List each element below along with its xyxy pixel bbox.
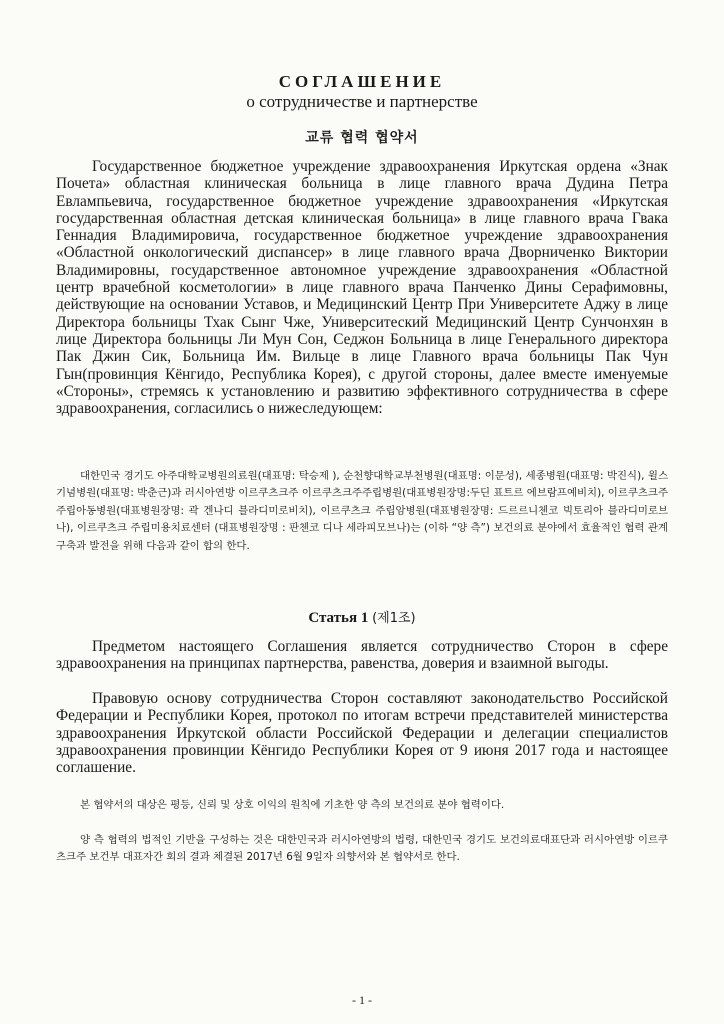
document-title: СОГЛАШЕНИЕ [278, 72, 446, 91]
preamble-russian: Государственное бюджетное учреждение здравоохранения Иркутская ордена «Знак Почета» областная клиническая больница в лице главного врача Дудина Петра Евлампьевича, государственное бюджетное учреждение здравоохранения «Иркутская государственная областная детская клиническая больница» в лице главного врача Гвака Геннадия Владимировича, государственное бюджетное учреждение здравоохранения «Областной онкологический диспансер» в лице главного врача Дворниченко Виктории Владимировны, государственное автономное учреждение здравоохранения «Областной центр врачебной косметологии» в лице главного врача Панченко Дины Серафимовны, действующие на основании Уставов, и Медицинский Центр При Университете Аджу в лице Директора больницы Тхак Сынг Чже, Университеский Медицинский Центр Сунчонхян в лице Директора больницы Ли Мун Сон, Седжон Больница в лице Генерального директора Пак Джин Сик, Больница Им. Вильце в лице Главного врача больницы Пак Чун Гын(провинция Кёнгидо, Республика Корея), с другой стороны, далее вместе именуемые «Стороны», стремясь к установлению и развитию эффективного сотрудничества в сфере здравоохранения, согласились о нижеследующем: [56, 158, 668, 418]
article-heading [0, 607, 724, 627]
article-paragraph-2-russian: Правовую основу сотрудничества Сторон составляют законодательство Российской Федерации и Республики Корея, протокол по итогам встречи представителей министерства здравоохранения Иркутской области Российской Федерации и делегации специалистов здравоохранения провинции Кёнгидо Республики Корея от 9 июня 2017 года и настоящее соглашение. [56, 690, 668, 777]
preamble-korean: 대한민국 경기도 아주대학교병원의료원(대표명: 탁승제 ), 순천향대학교부천병원(대표명: 이문성), 세종병원(대표명: 박진식), 윌스기념병원(대표명: 박춘근)과 러시아연방 이르쿠츠크주 이르쿠츠크주주립병원(대표병원장명:두딘 표트르 에브람프예비치), 이르쿠츠크주주립아동병원(대표병원장명: 곽 겐나디 블라디미로비치), 이르쿠츠크 주립암병원(대표병원장명: 드르르니첸코 빅토리아 블라디미로브나), 이르쿠츠크 주립미용치료센터 (대표병원장명 : 판첸코 디나 세라피모브나)는 (이하 “양 측”) 보건의료 분야에서 효율적인 협력 관계 구축과 발전을 위해 다음과 같이 합의 한다. [56, 470, 668, 552]
article-label-korean: (제1조) [372, 611, 416, 626]
article-paragraph-1-korean: 본 협약서의 대상은 평등, 신뢰 및 상호 이익의 원칙에 기초한 양 측의 보건의료 분야 협력이다. [80, 799, 505, 811]
page-number: - 1 - [352, 993, 372, 1007]
document-subtitle: о сотрудничестве и партнерстве [246, 92, 478, 111]
article-label: Статья 1 [308, 610, 369, 626]
korean-title: 교류 협력 협약서 [305, 130, 419, 146]
article-paragraph-1-russian: Предметом настоящего Соглашения является сотрудничество Сторон в сфере здравоохранения на принципах партнерства, равенства, доверия и взаимной выгоды. [56, 638, 668, 673]
article-paragraph-2-korean: 양 측 협력의 법적인 기반을 구성하는 것은 대한민국과 러시아연방의 법령, 대한민국 경기도 보건의료대표단과 러시아연방 이르쿠츠크주 보건부 대표자간 회의 결과 체결된 2017년 6월 9일자 의향서와 본 협약서로 한다. [56, 834, 668, 864]
